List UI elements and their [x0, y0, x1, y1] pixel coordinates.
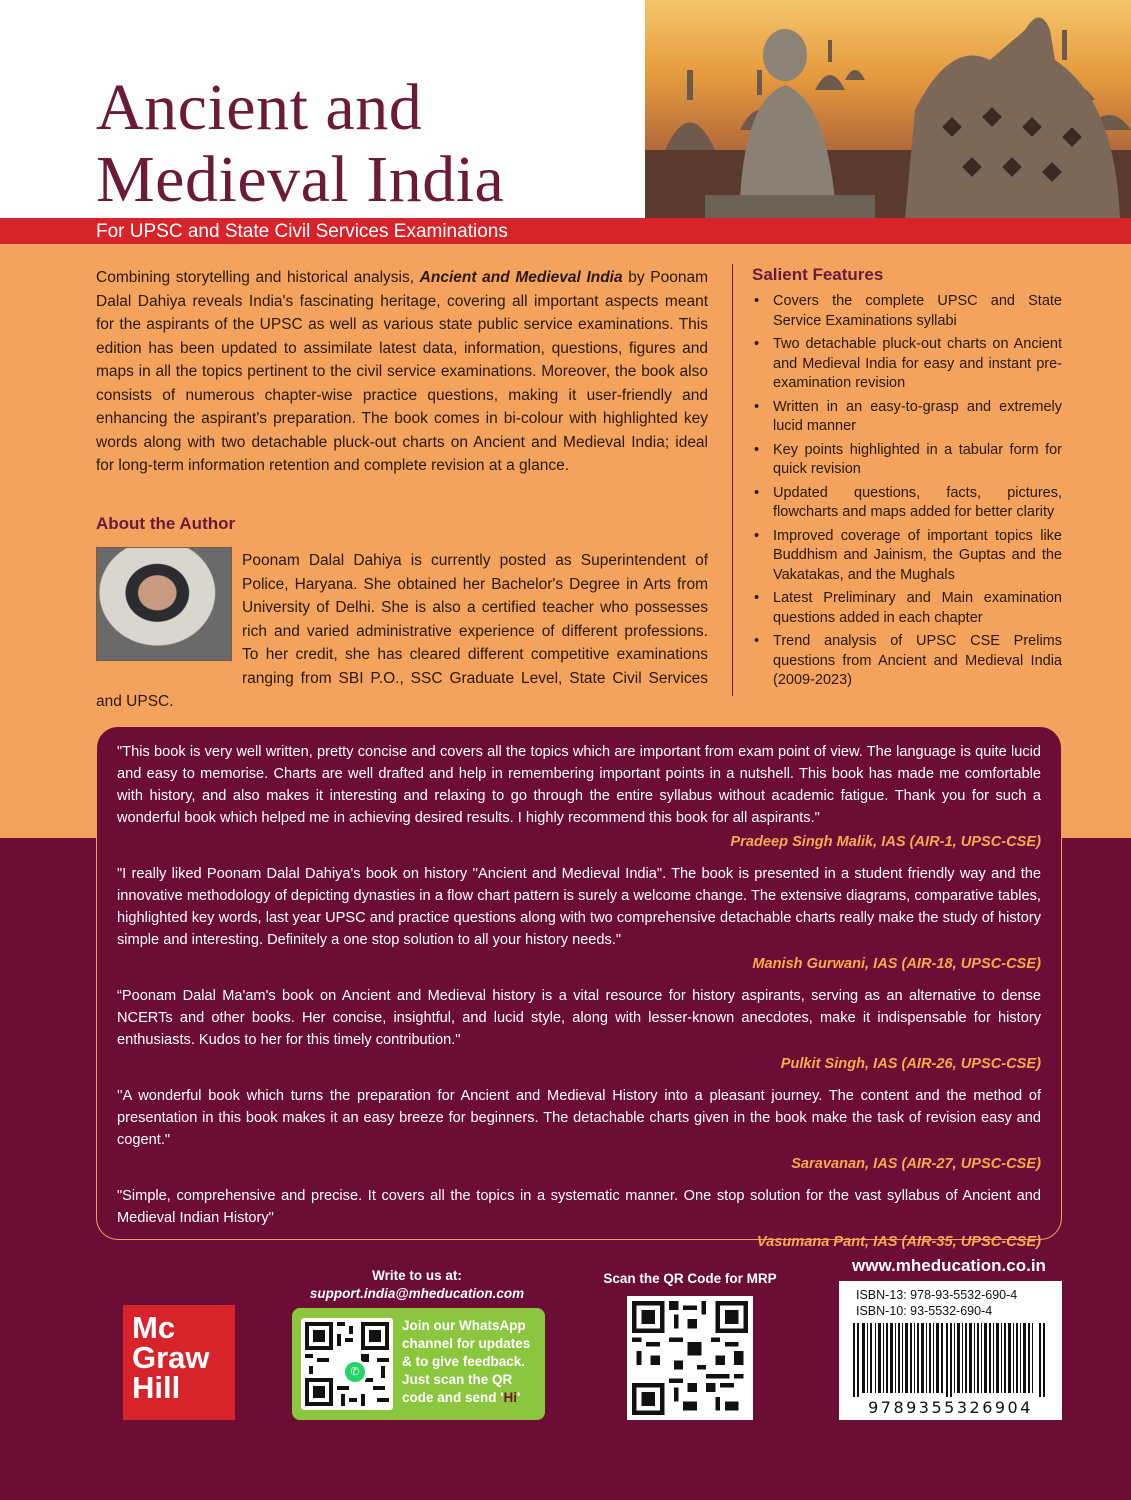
whatsapp-hi: Hi — [503, 1390, 517, 1405]
salient-features-list — [752, 292, 1062, 695]
whatsapp-channel-box — [292, 1308, 545, 1420]
feature-item: • Key points highlighted in a tabular form for quick revision — [752, 441, 1062, 480]
mcgraw-hill-logo — [123, 1305, 235, 1420]
testimonial-author: Pradeep Singh Malik, IAS (AIR-1, UPSC-CSE) — [730, 834, 1041, 850]
logo-line: Graw — [132, 1340, 210, 1375]
logo-line: Mc — [132, 1310, 176, 1345]
testimonial-quote: "I really liked Poonam Dalal Dahiya's book on history ''Ancient and Medieval India". The book is presented in a student friendly way and the innovative methodology of depicting dynasties in a flow chart pattern is surely a welcome change. The extensive diagrams, comparative tables, highlighted key words, last year UPSC and practice questions along with two comprehensive detachable charts really make the study of history simple and interesting. Definitely a one stop solution to all your history needs." — [117, 866, 1041, 948]
write-to-us-label: Write to us at: — [372, 1268, 462, 1283]
mrp-qr-pattern — [632, 1301, 748, 1415]
book-title-line-2: Medieval India — [96, 143, 505, 216]
testimonial-author: Saravanan, IAS (AIR-27, UPSC-CSE) — [791, 1156, 1041, 1172]
whatsapp-instructions — [402, 1317, 538, 1407]
book-description — [96, 266, 708, 478]
feature-item: • Written in an easy-to-grasp and extremely lucid manner — [752, 398, 1062, 437]
salient-features-heading: Salient Features — [752, 265, 884, 284]
book-title — [96, 72, 504, 216]
stupa-illustration — [645, 0, 1131, 218]
testimonial-quote: "This book is very well written, pretty concise and covers all the topics which are important from exam point of view. The language is quite lucid and easy to memorise. Charts are well drafted and help in remembering important points in a nutshell. This book has made me comfortable with history, and also makes it interesting and relaxing to go through the entire syllabus without academic fatigue. Thank you for such a wonderful book which helped me in achieving desired results. I highly recommend this book for all aspirants." — [117, 744, 1041, 826]
barcode-number: 9789355326904 — [868, 1398, 1033, 1417]
column-divider — [732, 264, 733, 696]
isbn-barcode-box — [839, 1281, 1062, 1420]
whatsapp-qr-code — [301, 1318, 393, 1410]
description-body: by Poonam Dalal Dahiya reveals India's fascinating heritage, covering all important aspects meant for the aspirants of the UPSC as well as various state public service examinations. This edition has been updated to assimilate latest data, information, questions, figures and maps in all the topics pertinent to the civil service examinations. Moreover, the book also consists of numerous chapter-wise practice questions, making it user-friendly and enhancing the aspirant's preparation. The book comes in bi-colour with highlighted key words along with two detachable pluck-out charts on Ancient and Medieval India; ideal for long-term information retention and complete revision at a glance. — [96, 269, 708, 474]
feature-item: • Improved coverage of important topics like Buddhism and Jainism, the Guptas and the Vakatakas, and the Mughals — [752, 527, 1062, 586]
testimonial-author: Manish Gurwani, IAS (AIR-18, UPSC-CSE) — [752, 956, 1041, 972]
isbn-13: ISBN-13: 978-93-5532-690-4 — [856, 1288, 1018, 1302]
support-email-link[interactable]: support.india@mheducation.com — [309, 1286, 525, 1301]
testimonial-quote: “Poonam Dalal Ma'am's book on Ancient and Medieval history is a vital resource for history aspirants, serving as an alternative to dense NCERTs and other books. Her concise, insightful, and lucid style, along with lesser-known anecdotes, make it indispensable for history enthusiasts. Kudos to her for this timely contribution." — [117, 988, 1041, 1048]
whatsapp-text: Join our WhatsApp channel for updates & to give feedback. Just scan the QR code and send ' — [402, 1318, 531, 1405]
subtitle-band — [0, 218, 1131, 244]
description-lead: Combining storytelling and historical analysis, — [96, 269, 420, 286]
isbn-barcode — [853, 1323, 1048, 1397]
testimonial-author: Vasumana Pant, IAS (AIR-35, UPSC-CSE) — [756, 1234, 1041, 1250]
feature-item: • Trend analysis of UPSC CSE Prelims questions from Ancient and Medieval India (2009-2023) — [752, 632, 1062, 691]
book-title-line-1: Ancient and — [96, 71, 423, 144]
testimonial-quote: "Simple, comprehensive and precise. It covers all the topics in a systematic manner. One stop solution for the vast syllabus of Ancient and Medieval Indian History" — [117, 1188, 1041, 1226]
logo-line: Hill — [132, 1370, 181, 1405]
mrp-qr-code — [627, 1296, 753, 1420]
mrp-qr-label: Scan the QR Code for MRP — [603, 1271, 777, 1286]
testimonials-box — [96, 726, 1062, 1250]
testimonial-author: Pulkit Singh, IAS (AIR-26, UPSC-CSE) — [780, 1056, 1041, 1072]
author-bio: Poonam Dalal Dahiya is currently posted as Superintendent of Police, Haryana. She obtained her Bachelor's Degree in Arts from University of Delhi. She is also a certified teacher who possesses rich and varied administrative experience of different professions. To her credit, she has cleared different competitive examinations ranging from SBI P.O., SSC Graduate Level, State Civil Services and UPSC. — [96, 552, 708, 710]
feature-item: • Updated questions, facts, pictures, flowcharts and maps added for better clarity — [752, 484, 1062, 523]
whatsapp-icon: ✆ — [342, 1359, 368, 1385]
publisher-website[interactable]: www.mheducation.co.in — [852, 1256, 1046, 1275]
feature-item: • Covers the complete UPSC and State Service Examinations syllabi — [752, 292, 1062, 331]
isbn-10: ISBN-10: 93-5532-690-4 — [856, 1304, 993, 1318]
feature-item: • Latest Preliminary and Main examination questions added in each chapter — [752, 589, 1062, 628]
testimonial-quote: ''A wonderful book which turns the preparation for Ancient and Medieval History into a pleasant journey. The content and the method of presentation in this book makes it an easy breeze for beginners. The detachable charts given in the book make the task of revision easy and cogent." — [117, 1088, 1041, 1148]
feature-item: • Two detachable pluck-out charts on Ancient and Medieval India for easy and instant pre-examination revision — [752, 335, 1062, 394]
whatsapp-text-end: ' — [516, 1390, 521, 1405]
book-subtitle: For UPSC and State Civil Services Examinations — [96, 221, 508, 242]
description-book-title: Ancient and Medieval India — [419, 269, 623, 286]
about-author-heading: About the Author — [96, 514, 236, 533]
cover-photo-buddha-stupa — [645, 0, 1131, 218]
